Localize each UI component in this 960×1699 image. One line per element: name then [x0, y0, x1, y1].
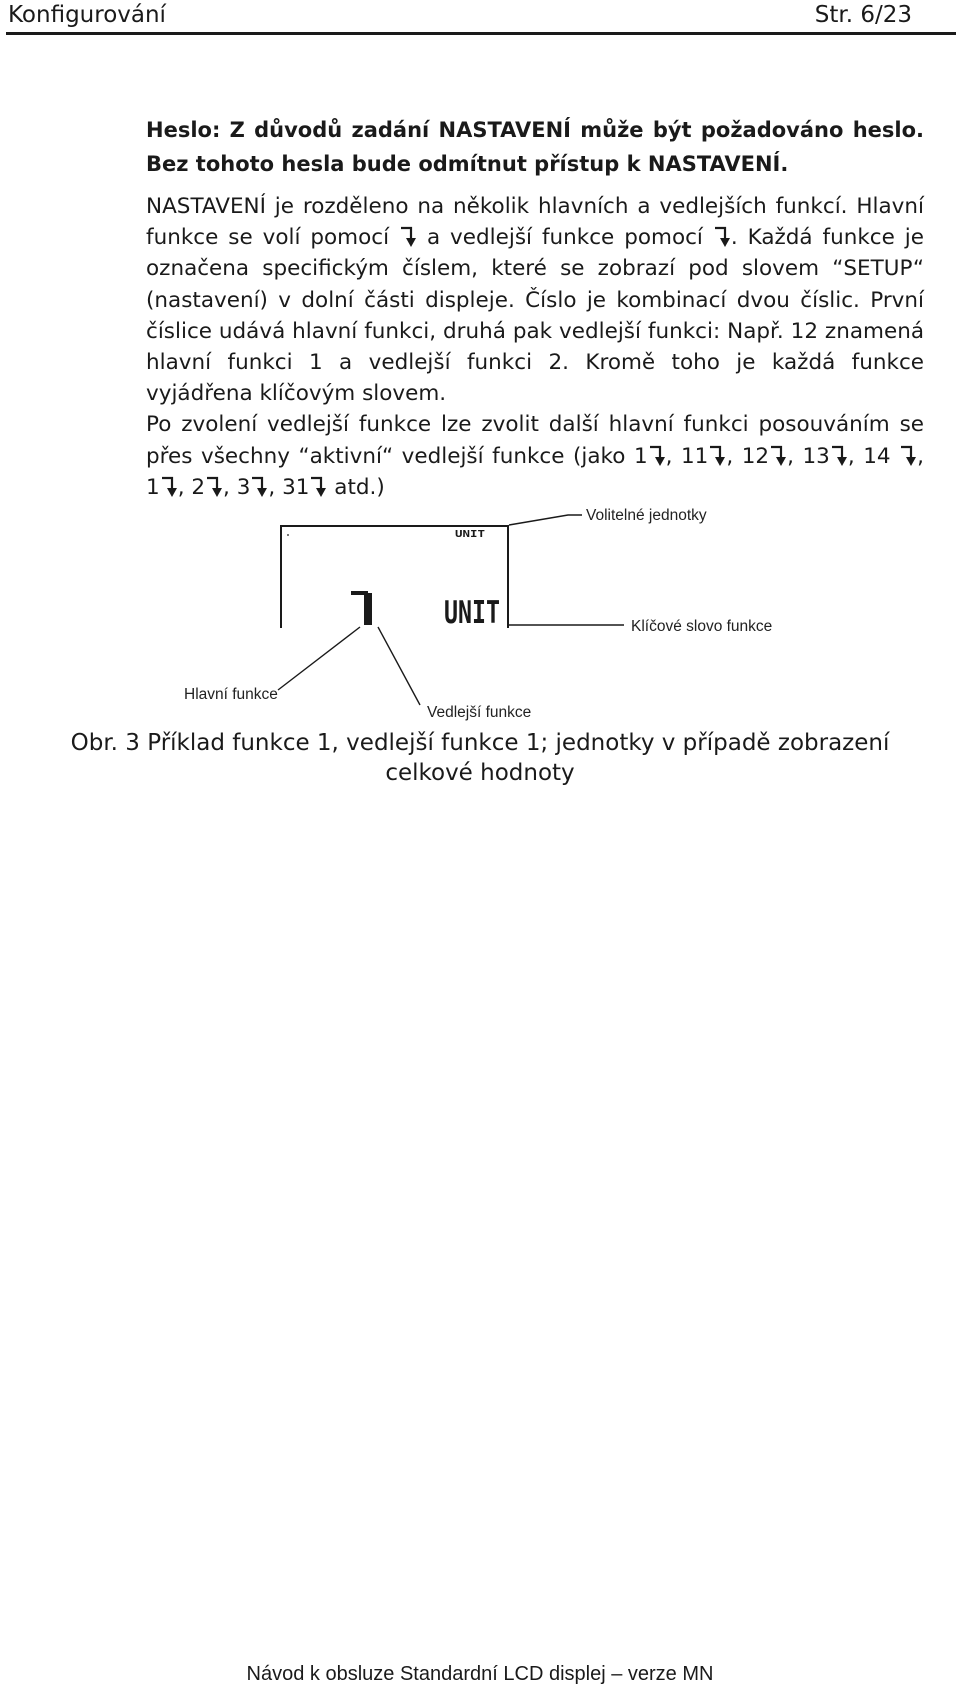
label-keyword: Klíčové slovo funkce: [631, 618, 773, 635]
lcd-function-number: [351, 593, 370, 625]
section-title: Konfigurování: [8, 2, 166, 28]
page-footer: Návod k obsluze Standardní LCD displej – verze MN: [246, 1663, 714, 1685]
lcd-top-indicator: UNIT: [455, 529, 485, 540]
down-right-arrow-icon: [400, 225, 416, 249]
lcd-keyword: UNIT: [444, 595, 500, 631]
figure-caption: Obr. 3 Příklad funkce 1, vedlejší funkce 1; jednotky v případě zobrazení celkové hodnoty: [70, 730, 890, 786]
page-header: [6, 0, 956, 34]
down-right-arrow-icon: [709, 444, 725, 468]
label-sub-function: Vedlejší funkce: [427, 704, 532, 721]
down-right-arrow-icon: [900, 444, 916, 468]
lcd-figure: [0, 490, 960, 730]
label-main-function: Hlavní funkce: [184, 686, 278, 703]
paragraph-navigation: Po zvolení vedlejší funkce lze zvolit další hlavní funkci posouváním se přes všechny “aktivní“ vedlejší funkce (jako 1 , 11 , 12 , 13 , 14 , 1 , 2 , 3 , 31 atd.): [146, 412, 925, 500]
paragraph-functions: NASTAVENÍ je rozděleno na několik hlavních a vedlejších funkcí. Hlavní funkce se volí pomocí a vedlejší funkce pomocí . Každá funkce je označena specifickým číslem, které se zobrazí pod slovem “SETUP“ (nastavení) v dolní části displeje. Číslo je kombinací dvou číslic. První číslice udává hlavní funkci, druhá pak vedlejší funkci: Např. 12 znamená hlavní funkci 1 a vedlejší funkci 2. Kromě toho je každá funkce vyjádřena klíčovým slovem.: [146, 194, 924, 407]
body-text: [146, 191, 924, 503]
page-number: Str. 6/23: [814, 2, 912, 28]
down-right-arrow-icon: [714, 225, 730, 249]
down-right-arrow-icon: [649, 444, 665, 468]
password-note: Heslo: Z důvodů zadání NASTAVENÍ může být požadováno heslo. Bez tohoto hesla bude odmítnut přístup k NASTAVENÍ.: [146, 118, 924, 176]
down-right-arrow-icon: [831, 444, 847, 468]
header-divider: [6, 32, 956, 35]
label-units: Volitelné jednotky: [586, 507, 707, 524]
down-right-arrow-icon: [770, 444, 786, 468]
